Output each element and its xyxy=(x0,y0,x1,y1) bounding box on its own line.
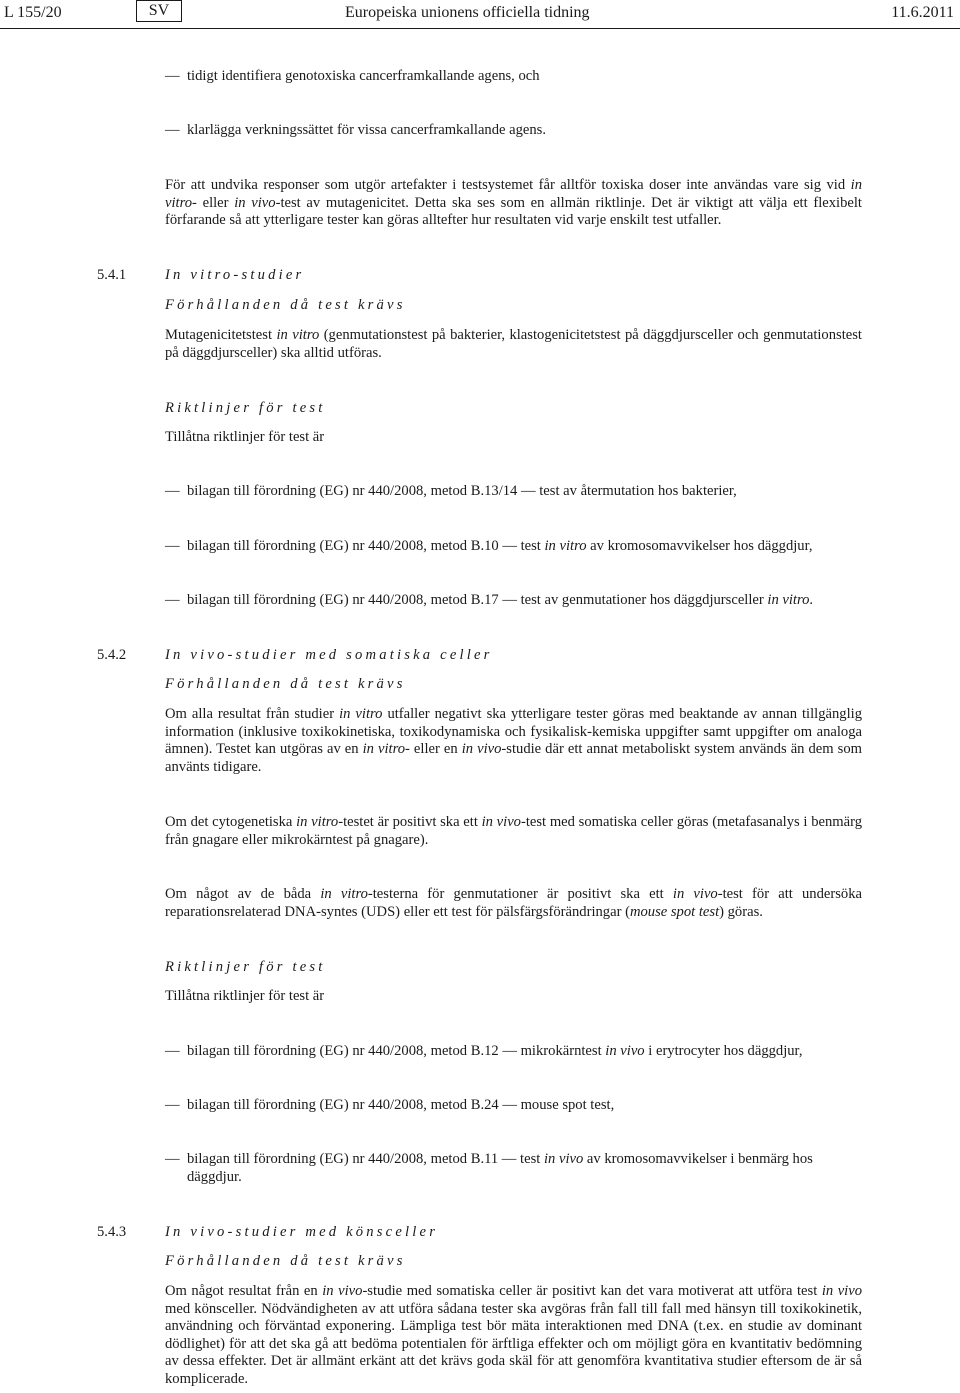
paragraph: Tillåtna riktlinjer för test är xyxy=(165,429,325,445)
dash-marker: — xyxy=(165,1097,180,1113)
dash-marker: — xyxy=(165,1151,180,1167)
paragraph: Tillåtna riktlinjer för test är xyxy=(165,988,325,1004)
dash-marker: — xyxy=(165,1043,180,1059)
language-badge: SV xyxy=(136,0,182,22)
dash-marker: — xyxy=(165,483,180,499)
section-number: 5.4.3 xyxy=(97,1224,127,1240)
paragraph: Om något resultat från en in vivo-studie med somatiska celler är positivt kan det vara motiverat att utföra test in vivo med könsceller. Nödvändigheten av att utföra sådana tester ska avgöras från fall till fall med hänsyn till toxikokinetik, användning och förväntad exponering. Lämpliga test bör mäta interaktionen med DNA (t.ex. en studie av dominant dödlighet) för att det ska gå att bedöma potentialen för ärftliga effekter och om möjligt göra en kvantitativ bedömning av dessa effekter. Det är allmänt erkänt att det krävs goda skäl för att genomföra kvantitativa studier eftersom de är så komplicerade. xyxy=(165,1283,863,1387)
paragraph: Om det cytogenetiska in vitro-testet är positivt ska ett in vivo-test med somatiska celler göras (metafasanalys i benmärg från gnagare eller mikrokärntest på gnagare). xyxy=(165,814,862,848)
header-rule xyxy=(0,28,960,29)
list-item: — bilagan till förordning (EG) nr 440/2008, metod B.10 — test in vitro av kromosomavvikelser hos däggdjur, xyxy=(165,538,813,554)
list-item: — bilagan till förordning (EG) nr 440/2008, metod B.17 — test av genmutationer hos däggdjursceller in vitro. xyxy=(165,592,814,608)
paragraph: Om något av de båda in vitro-testerna för genmutationer är positivt ska ett in vivo-test för att undersöka reparationsrelaterad DNA-syntes (UDS) eller ett test för pälsfärgsförändringar (mouse spot test) göras. xyxy=(165,886,862,920)
subsection-title: Förhållanden då test krävs xyxy=(165,676,406,692)
dash-marker: — xyxy=(165,68,180,84)
subsection-title: Riktlinjer för test xyxy=(165,400,326,416)
section-title: In vivo-studier med somatiska celler xyxy=(165,647,493,663)
list-item: — bilagan till förordning (EG) nr 440/2008, metod B.11 — test in vivo av kromosomavvikelser i benmärg hos däggdjur. xyxy=(165,1151,813,1185)
bullet-text: tidigt identifiera genotoxiska cancerframkallande agens, och xyxy=(187,68,540,84)
page-reference: L 155/20 xyxy=(4,4,62,21)
bullet-text: klarlägga verkningssättet för vissa cancerframkallande agens. xyxy=(187,122,547,138)
publication-date: 11.6.2011 xyxy=(891,4,954,21)
list-item: — bilagan till förordning (EG) nr 440/2008, metod B.24 — mouse spot test, xyxy=(165,1097,615,1113)
section-title: In vitro-studier xyxy=(165,267,305,283)
journal-title: Europeiska unionens officiella tidning xyxy=(345,4,590,21)
subsection-title: Förhållanden då test krävs xyxy=(165,1253,406,1269)
dash-marker: — xyxy=(165,122,180,138)
subsection-title: Riktlinjer för test xyxy=(165,959,326,975)
paragraph: Mutagenicitetstest in vitro (genmutationstest på bakterier, klastogenicitetstest på däggdjursceller och genmutationstest på däggdjursceller) ska alltid utföras. xyxy=(165,327,862,361)
paragraph: Om alla resultat från studier in vitro utfaller negativt ska ytterligare tester göras med beaktande av annan tillgänglig information (inklusive toxikokinetiska, toxikodynamiska och fysikalisk-kemiska uppgifter samt uppgifter om analoga ämnen). Testet kan utgöras av en in vitro- eller en in vivo-studie där ett annat metaboliskt system används än dem som använts tidigare. xyxy=(165,706,862,775)
page-header xyxy=(0,0,960,28)
dash-marker: — xyxy=(165,538,180,554)
intro-paragraph: För att undvika responser som utgör artefakter i testsystemet får alltför toxiska doser inte användas vare sig vid in vitro- eller in vivo-test av mutagenicitet. Detta ska ses som en allmän riktlinje. Det är viktigt att välja ett flexibelt förfarande så att ytterligare tester kan göras alltefter hur resultaten vid varje enskilt test utfaller. xyxy=(165,177,862,228)
list-item: — bilagan till förordning (EG) nr 440/2008, metod B.12 — mikrokärntest in vivo i erytrocyter hos däggdjur, xyxy=(165,1043,803,1059)
section-number: 5.4.1 xyxy=(97,267,127,283)
dash-marker: — xyxy=(165,592,180,608)
section-title: In vivo-studier med könsceller xyxy=(165,1224,439,1240)
intro-bullet xyxy=(165,68,862,86)
intro-bullet xyxy=(165,122,862,140)
list-item: — bilagan till förordning (EG) nr 440/2008, metod B.13/14 — test av återmutation hos bakterier, xyxy=(165,483,737,499)
subsection-title: Förhållanden då test krävs xyxy=(165,297,406,313)
section-number: 5.4.2 xyxy=(97,647,127,663)
